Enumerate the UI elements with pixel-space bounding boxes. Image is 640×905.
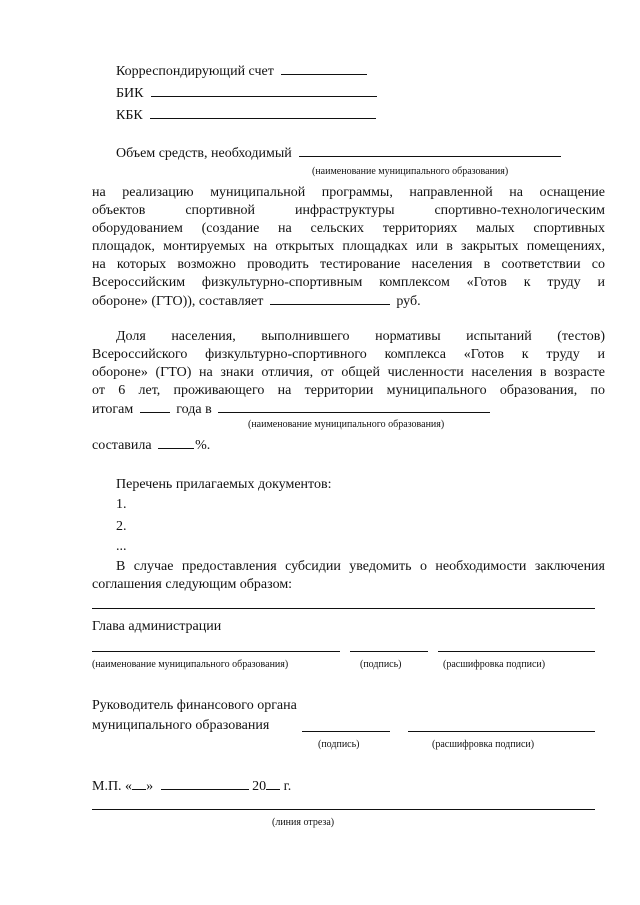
head-admin-caption-signature: (подпись) <box>360 659 402 670</box>
stamp-month-field[interactable] <box>161 777 249 790</box>
cut-line-caption: (линия отреза) <box>272 817 335 828</box>
finance-head-caption-signature: (подпись) <box>318 739 360 750</box>
head-admin-caption-decoding: (расшифровка подписи) <box>443 659 546 670</box>
finance-head-line-2: муниципального образования <box>92 718 270 733</box>
kbk-label: КБК <box>116 108 143 123</box>
funds-line-5: на которых возможно проводить тестирование населения в соответствии со <box>92 257 605 272</box>
funds-caption-municipality: (наименование муниципального образования) <box>312 166 509 177</box>
share-year-field[interactable] <box>140 400 170 413</box>
funds-label-row <box>116 144 561 163</box>
corr-account-label: Корреспондирующий счет <box>116 64 274 79</box>
corr-account-row <box>116 62 367 81</box>
share-line-4: от 6 лет, проживающего на территории муниципального образования, по <box>92 383 605 398</box>
funds-line-6: Всероссийским физкультурно-спортивным комплексом «Готов к труду и <box>92 275 605 290</box>
subsidy-line-1: В случае предоставления субсидии уведомить о необходимости заключения <box>116 559 605 574</box>
kbk-row <box>116 106 376 125</box>
funds-line-3: оборудованием (создание на сельских территориях малых спортивных <box>92 221 605 236</box>
corr-account-field[interactable] <box>281 62 367 75</box>
funds-amount-suffix: руб. <box>396 294 421 309</box>
bik-field[interactable] <box>151 84 377 97</box>
funds-amount-field[interactable] <box>270 292 390 305</box>
documents-heading: Перечень прилагаемых документов: <box>116 477 332 492</box>
finance-head-caption-decoding: (расшифровка подписи) <box>432 739 535 750</box>
share-year-in: года в <box>176 402 212 417</box>
share-percent-field[interactable] <box>158 436 194 449</box>
stamp-year-suffix: г. <box>283 779 292 794</box>
share-results-prefix: итогам <box>92 402 134 417</box>
share-line-3: обороне» (ГТО) на знаки отличия, от общей численности населения в возрасте <box>92 365 605 380</box>
share-percent-sign: %. <box>195 438 211 453</box>
head-admin-municipality-field[interactable] <box>92 651 340 652</box>
documents-item-ellipsis: ... <box>116 539 127 554</box>
funds-label: Объем средств, необходимый <box>116 146 292 161</box>
funds-amount-row <box>92 292 421 311</box>
subsidy-line-2: соглашения следующим образом: <box>92 577 293 592</box>
stamp-year-field[interactable] <box>266 777 280 790</box>
bik-label: БИК <box>116 86 144 101</box>
share-line-1: Доля населения, выполнившего нормативы испытаний (тестов) <box>116 329 605 344</box>
share-amount-row <box>92 436 210 455</box>
funds-line-4: площадок, монтируемых на открытых площадках или в закрытых помещениях, <box>92 239 605 254</box>
subsidy-method-field[interactable] <box>92 608 595 609</box>
stamp-mp: М.П. « <box>92 779 133 794</box>
funds-line-1: на реализацию муниципальной программы, направленной на оснащение <box>92 185 605 200</box>
stamp-date-row <box>92 777 291 796</box>
head-admin-caption-municipality: (наименование муниципального образования) <box>92 659 289 670</box>
bik-row <box>116 84 377 103</box>
share-line-2: Всероссийского физкультурно-спортивного комплекса «Готов к труду и <box>92 347 605 362</box>
funds-amount-prefix: обороне» (ГТО)), составляет <box>92 294 264 309</box>
share-amount-prefix: составила <box>92 438 152 453</box>
funds-line-2: объектов спортивной инфраструктуры спортивно-технологическим <box>92 203 605 218</box>
kbk-field[interactable] <box>150 106 376 119</box>
stamp-day-field[interactable] <box>132 777 146 790</box>
finance-head-signature-field[interactable] <box>302 731 390 732</box>
share-results-row <box>92 400 490 419</box>
head-admin-title: Глава администрации <box>92 619 222 634</box>
head-admin-decoding-field[interactable] <box>438 651 595 652</box>
head-admin-signature-field[interactable] <box>350 651 428 652</box>
share-municipality-field[interactable] <box>218 400 490 413</box>
documents-item-1: 1. <box>116 497 127 512</box>
finance-head-line-1: Руководитель финансового органа <box>92 698 297 713</box>
finance-head-decoding-field[interactable] <box>408 731 595 732</box>
documents-item-2: 2. <box>116 519 127 534</box>
share-caption-municipality: (наименование муниципального образования) <box>248 419 445 430</box>
stamp-year-prefix: 20 <box>252 779 267 794</box>
stamp-mid: » <box>146 779 154 794</box>
cut-line <box>92 809 595 810</box>
funds-municipality-field[interactable] <box>299 144 561 157</box>
